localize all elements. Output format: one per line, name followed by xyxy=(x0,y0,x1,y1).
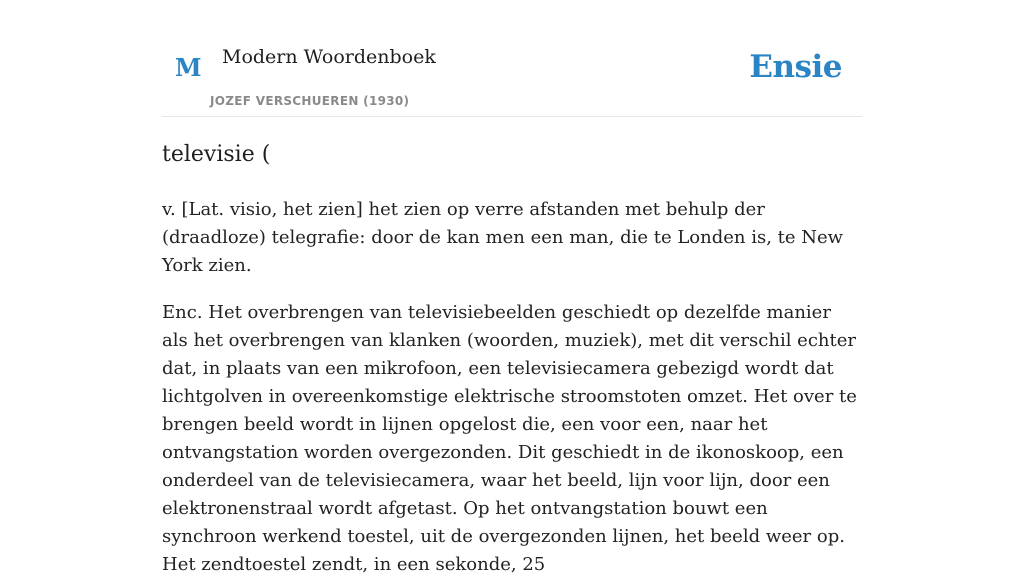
entry-headword: televisie ( xyxy=(162,142,271,167)
dictionary-header xyxy=(162,0,862,117)
entry-definition: v. [Lat. visio, het zien] het zien op verre afstanden met behulp der (draadloze) telegrafie: door de kan men een man, die te Londen is, te New York zien. xyxy=(162,198,844,276)
dictionary-logo-icon[interactable]: M xyxy=(175,53,202,82)
dictionary-title-link[interactable]: Modern Woordenboek xyxy=(222,46,436,68)
author-label: JOZEF VERSCHUEREN (1930) xyxy=(210,94,410,108)
ensie-brand-logo[interactable]: Ensie xyxy=(749,49,842,85)
entry-encyclopedic-text: Enc. Het overbrengen van televisiebeelden geschiedt op dezelfde manier als het overbrengen van klanken (woorden, muziek), met dit verschil echter dat, in plaats van een mikrofoon, een televisiecamera gebezigd wordt dat lichtgolven in overeenkomstige elektrische stroomstoten omzet. Het over te brengen beeld wordt in lijnen opgelost die, een voor een, naar het ontvangstation worden overgezonden. Dit geschiedt in de ikonoskoop, een onderdeel van de televisiecamera, waar het beeld, lijn voor lijn, door een elektronenstraal wordt afgetast. Op het ontvangstation bouwt een synchroon werkend toestel, uit de overgezonden lijnen, het beeld weer op. Het zendtoestel zendt, in een sekonde, 25 xyxy=(162,301,857,575)
content-column xyxy=(162,0,862,579)
